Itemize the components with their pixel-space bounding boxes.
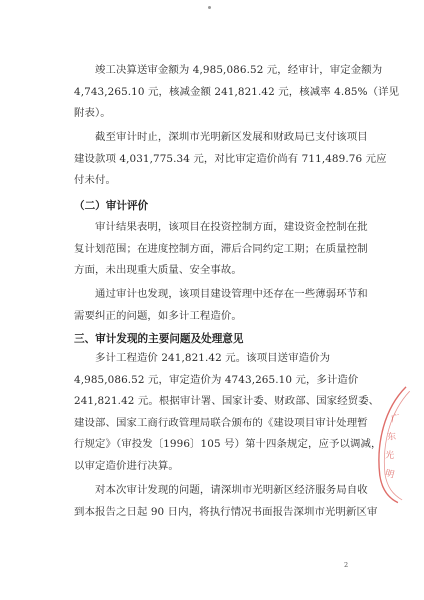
text-line: 竣工决算送审金额为 4,985,086.52 元，经审计，审定金额为 (74, 64, 383, 76)
text-line: 241,821.42 元。根据审计署、国家计委、财政部、国家经贸委、 (74, 395, 380, 407)
text-line: 到本报告之日起 90 日内，将执行情况书面报告深圳市光明新区审 (74, 505, 378, 518)
text-line: 对本次审计发现的问题，请深圳市光明新区经济服务局自收 (74, 484, 368, 496)
paragraph-weak-links (74, 284, 370, 327)
text-line: 付未付。 (74, 174, 116, 186)
paragraph-settlement-amount (74, 60, 400, 125)
scan-mark (208, 6, 211, 9)
text-line: 通过审计也发现，该项目建设管理中还存在一些薄弱环节和 (74, 288, 368, 300)
paragraph-payment-status (74, 127, 387, 192)
paragraph-overcharge-detail (74, 348, 382, 477)
page-number: 2 (344, 561, 349, 569)
text-line: 需要纠正的问题，如多计工程造价。 (74, 309, 242, 322)
text-line: 多计工程造价 241,821.42 元。该项目送审造价为 (74, 352, 331, 364)
paragraph-rectification-request (74, 480, 378, 523)
text-line: 4,985,086.52 元，审定造价为 4743,265.10 元，多计造价 (74, 373, 359, 386)
svg-text:光: 光 (384, 450, 395, 462)
text-line: 方面，未出现重大质量、安全事故。 (74, 264, 242, 276)
section-heading-main-issues: 三、审计发现的主要问题及处理意见 (74, 333, 244, 345)
text-line: 以审定造价进行决算。 (74, 459, 179, 472)
text-line: 行规定》（审投发〔1996〕105 号）第十四条规定，应予以调减， (74, 438, 382, 450)
text-line: 截至审计时止，深圳市光明新区发展和财政局已支付该项目 (74, 131, 368, 143)
svg-text:明: 明 (384, 468, 396, 481)
section-heading-audit-evaluation: （二）审计评价 (74, 200, 149, 212)
paragraph-audit-results (74, 217, 370, 282)
text-line: 建设部、国家工商行政管理局联合颁布的《建设项目审计处理暂 (74, 416, 368, 429)
text-line: 4,743,265.10 元，核减金额 241,821.42 元，核减率 4.85%（详见 (74, 85, 400, 98)
text-line: 建设款项 4,031,775.34 元，对比审定造价尚有 711,489.76 元应 (74, 152, 387, 165)
svg-text:东: 东 (386, 432, 397, 443)
text-line: 审计结果表明，该项目在投资控制方面，建设资金控制在批 (74, 221, 368, 233)
text-line: 附表）。 (74, 107, 111, 119)
text-line: 复计划范围；在进度控制方面，滞后合同约定工期；在质量控制 (74, 242, 368, 255)
svg-text:广: 广 (390, 413, 401, 425)
official-seal-fragment (368, 383, 414, 505)
